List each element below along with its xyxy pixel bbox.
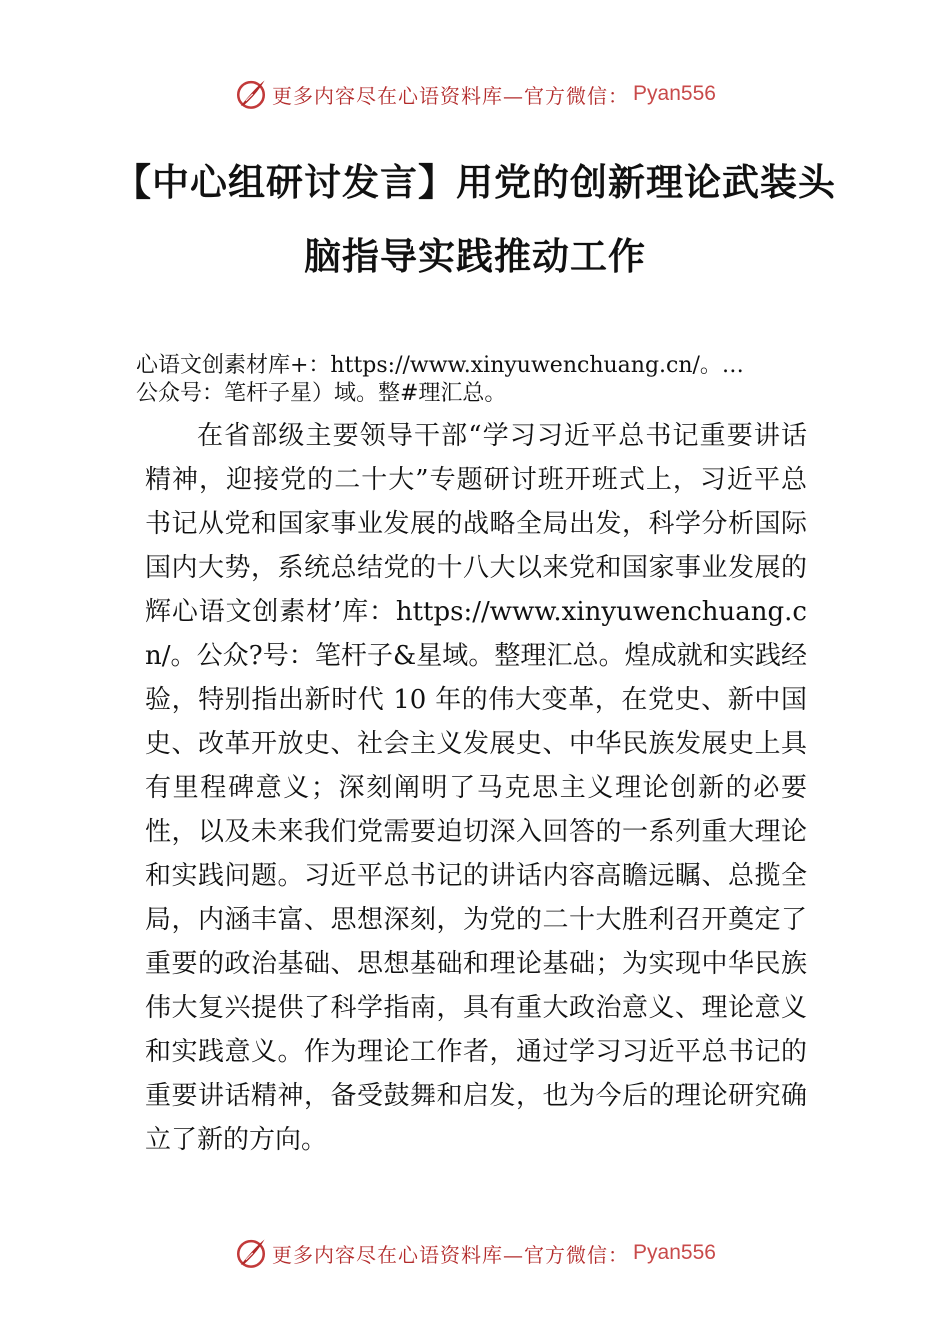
body-paragraph: 在省部级主要领导干部“学习习近平总书记重要讲话精神，迎接党的二十大”专题研讨班开班式上，习近平总书记从党和国家事业发展的战略全局出发，科学分析国际国内大势，系统总结党的十八大以来党和国家事业发展的辉心语文创素材’库：https://www.xinyuwenchuang.cn/。公众?号：笔杆子&星域。整理汇总。煌成就和实践经验，特别指出新时代 10 年的伟大变革，在党史、新中国史、改革开放史、社会主义发展史、中华民族发展史上具有里程碑意义；深刻阐明了马克思主义理论创新的必要性，以及未来我们党需要迫切深入回答的一系列重大理论和实践问题。习近平总书记的讲话内容高瞻远瞩、总揽全局，内涵丰富、思想深刻，为党的二十大胜利召开奠定了重要的政治基础、思想基础和理论基础；为实现中华民族伟大复兴提供了科学指南，具有重大政治意义、理论意义和实践意义。作为理论工作者，通过学习习近平总书记的重要讲话精神，备受鼓舞和启发，也为今后的理论研究确立了新的方向。: [145, 421, 807, 1155]
quill-logo-icon: [234, 77, 268, 111]
watermark-text: 更多内容尽在心语资料库—官方微信：: [272, 83, 630, 108]
watermark-wechat-id: Pyan556: [633, 82, 716, 105]
source-note-line-1: 心语文创素材库+：https://www.xinyuwenchuang.cn/。…: [136, 353, 744, 378]
source-note-line-2: 公众号：笔杆子星）域。整#理汇总。: [136, 381, 507, 406]
quill-logo-icon: [234, 1236, 268, 1270]
document-title-line-1: 【中心组研讨发言】用党的创新理论武装头: [114, 161, 836, 204]
watermark-wechat-id: Pyan556: [633, 1241, 716, 1264]
document-title-line-2: 脑指导实践推动工作: [304, 235, 646, 278]
watermark-text: 更多内容尽在心语资料库—官方微信：: [272, 1242, 630, 1267]
footer-watermark: [0, 1233, 950, 1273]
header-watermark: [0, 74, 950, 114]
